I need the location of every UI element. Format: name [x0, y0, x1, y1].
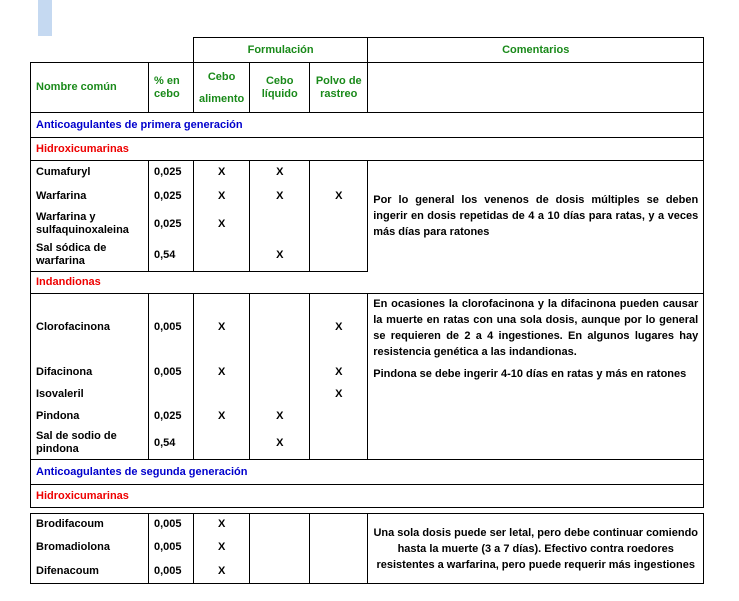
- cebo-alimento-mark: X: [194, 406, 250, 428]
- compound-name: Cumafuryl: [31, 161, 149, 185]
- pct-value: 0,54: [149, 240, 194, 272]
- pct-value: 0,005: [149, 536, 194, 560]
- cebo-alimento-mark: X: [194, 209, 250, 240]
- comment-segunda-generacion: Una sola dosis puede ser letal, pero debe continuar comiendo hasta la muerte (3 a 7 días). Efectivo contra roedores resistentes a warfarina, pero puede requerir más ingestiones: [368, 514, 704, 584]
- polvo-mark: [310, 428, 368, 460]
- section-row: [31, 485, 704, 508]
- compound-name: Difenacoum: [31, 560, 149, 584]
- pct-value: 0,025: [149, 161, 194, 185]
- section-row: [31, 460, 704, 485]
- polvo-header: Polvo de rastreo: [310, 63, 368, 113]
- cebo-liquido-mark: [250, 209, 310, 240]
- polvo-mark: [310, 161, 368, 185]
- comentarios-header: Comentarios: [368, 38, 704, 63]
- cebo-alimento-mark: X: [194, 560, 250, 584]
- cebo-liquido-mark: [250, 294, 310, 362]
- pct-value: 0,025: [149, 209, 194, 240]
- cebo-liquido-header: Cebo líquido: [250, 63, 310, 113]
- cebo-alimento-mark: X: [194, 161, 250, 185]
- pct-value: 0,025: [149, 185, 194, 209]
- comment-hidroxicumarinas: Por lo general los venenos de dosis múltiples se deben ingerir en dosis repetidas de 4 a 10 días para ratas, y a veces más días para ratones: [368, 161, 704, 272]
- cebo-alimento-mark: [194, 384, 250, 406]
- section-hidroxicumarinas-2: Hidroxicumarinas: [31, 485, 704, 508]
- cebo-alimento-mark: [194, 428, 250, 460]
- compound-name: Brodifacoum: [31, 514, 149, 536]
- cebo-alimento-mark: [194, 240, 250, 272]
- section-primera-generacion: Anticoagulantes de primera generación: [31, 113, 704, 138]
- polvo-mark: X: [310, 294, 368, 362]
- cebo-liquido-mark: [250, 362, 310, 384]
- compound-name: Difacinona: [31, 362, 149, 384]
- cebo-liquido-mark: X: [250, 406, 310, 428]
- header-accent-bar: [38, 0, 52, 36]
- section-row: [31, 272, 704, 294]
- cebo-alimento-header: Cebo alimento: [194, 63, 250, 113]
- section-hidroxicumarinas: Hidroxicumarinas: [31, 138, 704, 161]
- pct-value: [149, 384, 194, 406]
- polvo-mark: X: [310, 384, 368, 406]
- header-row-2: [31, 63, 704, 113]
- cebo-liquido-mark: X: [250, 428, 310, 460]
- cebo-liquido-mark: X: [250, 240, 310, 272]
- compound-name: Warfarina y sulfaquinoxaleina: [31, 209, 149, 240]
- section-row: [31, 138, 704, 161]
- pct-value: 0,005: [149, 514, 194, 536]
- pct-value: 0,025: [149, 406, 194, 428]
- polvo-mark: [310, 240, 368, 272]
- section-indandionas: Indandionas: [31, 272, 704, 294]
- comment-pindona: Pindona se debe ingerir 4-10 días en ratas y más en ratones: [368, 362, 704, 460]
- compound-name: Isovaleril: [31, 384, 149, 406]
- compound-name: Clorofacinona: [31, 294, 149, 362]
- cebo-liquido-mark: X: [250, 161, 310, 185]
- cebo-alimento-mark: X: [194, 185, 250, 209]
- table-row: [31, 294, 704, 362]
- cebo-alimento-mark: X: [194, 294, 250, 362]
- polvo-mark: X: [310, 362, 368, 384]
- pct-value: 0,005: [149, 362, 194, 384]
- polvo-mark: [310, 406, 368, 428]
- formulacion-header: Formulación: [194, 38, 368, 63]
- nombre-header: Nombre común: [31, 63, 149, 113]
- pct-value: 0,005: [149, 560, 194, 584]
- compound-name: Bromadiolona: [31, 536, 149, 560]
- cebo-liquido-mark: X: [250, 185, 310, 209]
- header-row-1: [31, 38, 704, 63]
- rodenticide-table: [30, 37, 704, 584]
- cebo-alimento-mark: X: [194, 362, 250, 384]
- section-segunda-generacion: Anticoagulantes de segunda generación: [31, 460, 704, 485]
- cebo-liquido-mark: [250, 384, 310, 406]
- compound-name: Pindona: [31, 406, 149, 428]
- pct-value: 0,54: [149, 428, 194, 460]
- compound-name: Sal de sodio de pindona: [31, 428, 149, 460]
- cebo-alimento-mark: X: [194, 514, 250, 536]
- table-row: [31, 514, 704, 536]
- cebo-alimento-mark: X: [194, 536, 250, 560]
- polvo-mark: [310, 209, 368, 240]
- polvo-mark: X: [310, 185, 368, 209]
- section-row: [31, 113, 704, 138]
- compound-name: Sal sódica de warfarina: [31, 240, 149, 272]
- pct-value: 0,005: [149, 294, 194, 362]
- compound-name: Warfarina: [31, 185, 149, 209]
- table-row: [31, 161, 704, 185]
- comment-clorofacinona: En ocasiones la clorofacinona y la difacinona pueden causar la muerte en ratas con una sola dosis, aunque por lo general se requieren de 2 a 4 ingestiones. En algunos lugares hay resistencia genética a las indandionas.: [368, 294, 704, 362]
- table-row: [31, 362, 704, 384]
- pct-header: % en cebo: [149, 63, 194, 113]
